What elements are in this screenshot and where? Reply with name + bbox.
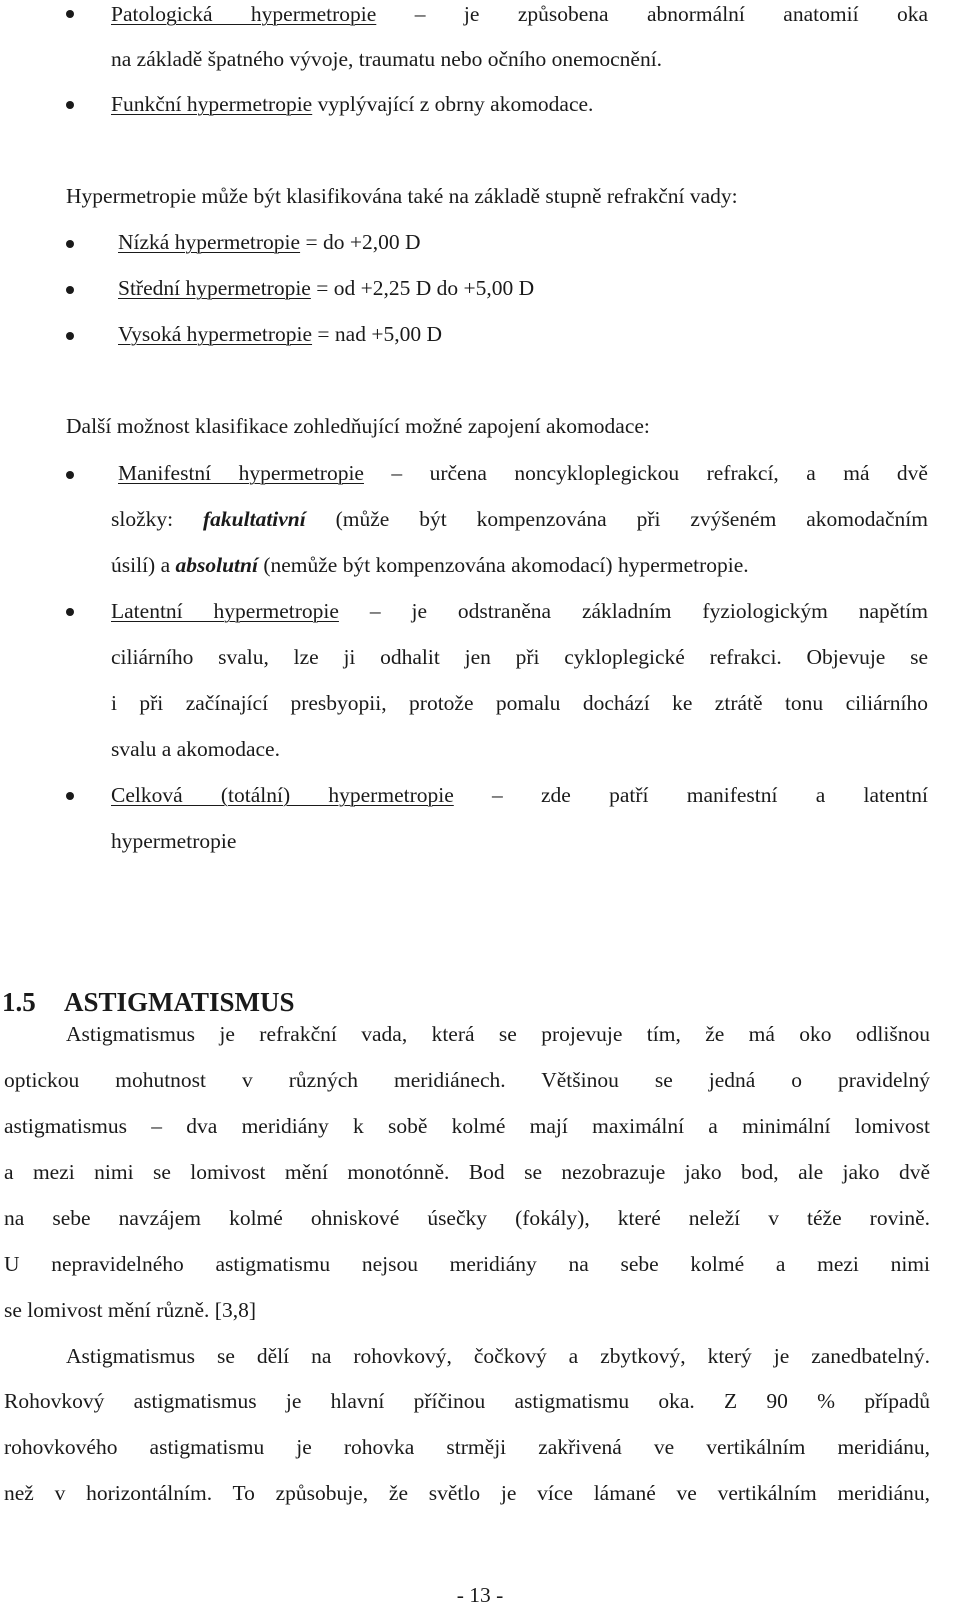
term-low: Nízká hypermetropie xyxy=(118,230,301,254)
total-line2: hypermetropie xyxy=(111,829,237,853)
bullet-icon xyxy=(66,332,74,340)
latent-line4: svalu a akomodace. xyxy=(111,737,280,761)
paragraph1-line5: na sebe navzájem kolmé ohniskové úsečky (fokály), které neleží v téže rovině. xyxy=(4,1206,930,1230)
term-medium: Střední hypermetropie xyxy=(118,276,311,300)
list-item-pathologic-line2: na základě špatného vývoje, traumatu nebo očního onemocnění. xyxy=(111,47,663,71)
term-absolute: absolutní xyxy=(175,553,258,577)
paragraph2-line2: Rohovkový astigmatismus je hlavní příčinou astigmatismu oka. Z 90 % případů xyxy=(4,1389,930,1413)
paragraph1-line4: a mezi nimi se lomivost mění monotónně. Bod se nezobrazuje jako bod, ale jako dvě xyxy=(4,1160,930,1184)
paragraph2-line3: rohovkového astigmatismu je rohovka strměji zakřivená ve vertikálním meridiánu, xyxy=(4,1435,930,1459)
section-number: 1.5 xyxy=(2,987,36,1017)
list-item-functional: Funkční hypermetropie vyplývající z obrny akomodace. xyxy=(111,92,594,116)
paragraph1-line7: se lomivost mění různě. [3,8] xyxy=(4,1298,256,1322)
degree-item-medium: Střední hypermetropie = od +2,25 D do +5,00 D xyxy=(118,276,535,300)
paragraph2-line1: Astigmatismus se dělí na rohovkový, čočkový a zbytkový, který je zanedbatelný. xyxy=(66,1344,930,1368)
manifest-line3: úsilí) a absolutní (nemůže být kompenzována akomodací) hypermetropie. xyxy=(111,553,749,577)
term-total: Celková (totální) hypermetropie xyxy=(111,783,454,807)
bullet-icon xyxy=(66,101,74,109)
bullet-icon xyxy=(66,10,74,18)
bullet-icon xyxy=(66,471,74,479)
paragraph1-line1: Astigmatismus je refrakční vada, která se projevuje tím, že má oko odlišnou xyxy=(66,1022,930,1046)
term-functional: Funkční hypermetropie xyxy=(111,92,313,116)
term-pathologic: Patologická hypermetropie xyxy=(111,2,377,26)
bullet-icon xyxy=(66,792,74,800)
list-item-pathologic-line1: Patologická hypermetropie – je způsobena abnormální anatomií oka xyxy=(111,2,928,26)
degree-item-high: Vysoká hypermetropie = nad +5,00 D xyxy=(118,322,442,346)
latent-line2: ciliárního svalu, lze ji odhalit jen při cykloplegické refrakci. Objevuje se xyxy=(111,645,928,669)
bullet-icon xyxy=(66,286,74,294)
bullet-icon xyxy=(66,608,74,616)
term-high: Vysoká hypermetropie xyxy=(118,322,313,346)
classification-intro: Hypermetropie může být klasifikována také na základě stupně refrakční vady: xyxy=(66,184,738,208)
total-line1: Celková (totální) hypermetropie – zde patří manifestní a latentní xyxy=(111,783,928,807)
paragraph2-line4: než v horizontálním. To způsobuje, že světlo je více lámané ve vertikálním meridiánu, xyxy=(4,1481,930,1505)
paragraph1-line2: optickou mohutnost v různých meridiánech. Většinou se jedná o pravidelný xyxy=(4,1068,930,1092)
page-number: - 13 - xyxy=(456,1583,504,1607)
latent-line3: i při začínající presbyopii, protože pomalu dochází ke ztrátě tonu ciliárního xyxy=(111,691,928,715)
latent-line1: Latentní hypermetropie – je odstraněna základním fyziologickým napětím xyxy=(111,599,928,623)
term-latent: Latentní hypermetropie xyxy=(111,599,339,623)
manifest-line1: Manifestní hypermetropie – určena noncykloplegickou refrakcí, a má dvě xyxy=(118,461,928,485)
accommodation-intro: Další možnost klasifikace zohledňující možné zapojení akomodace: xyxy=(66,414,650,438)
manifest-line2: složky: fakultativní (může být kompenzována při zvýšeném akomodačním xyxy=(111,507,928,531)
paragraph1-line3: astigmatismus – dva meridiány k sobě kolmé mají maximální a minimální lomivost xyxy=(4,1114,930,1138)
paragraph1-line6: U nepravidelného astigmatismu nejsou meridiány na sebe kolmé a mezi nimi xyxy=(4,1252,930,1276)
term-facultative: fakultativní xyxy=(203,507,306,531)
section-title: ASTIGMATISMUS xyxy=(64,987,295,1017)
degree-item-low: Nízká hypermetropie = do +2,00 D xyxy=(118,230,421,254)
term-manifest: Manifestní hypermetropie xyxy=(118,461,364,485)
bullet-icon xyxy=(66,240,74,248)
